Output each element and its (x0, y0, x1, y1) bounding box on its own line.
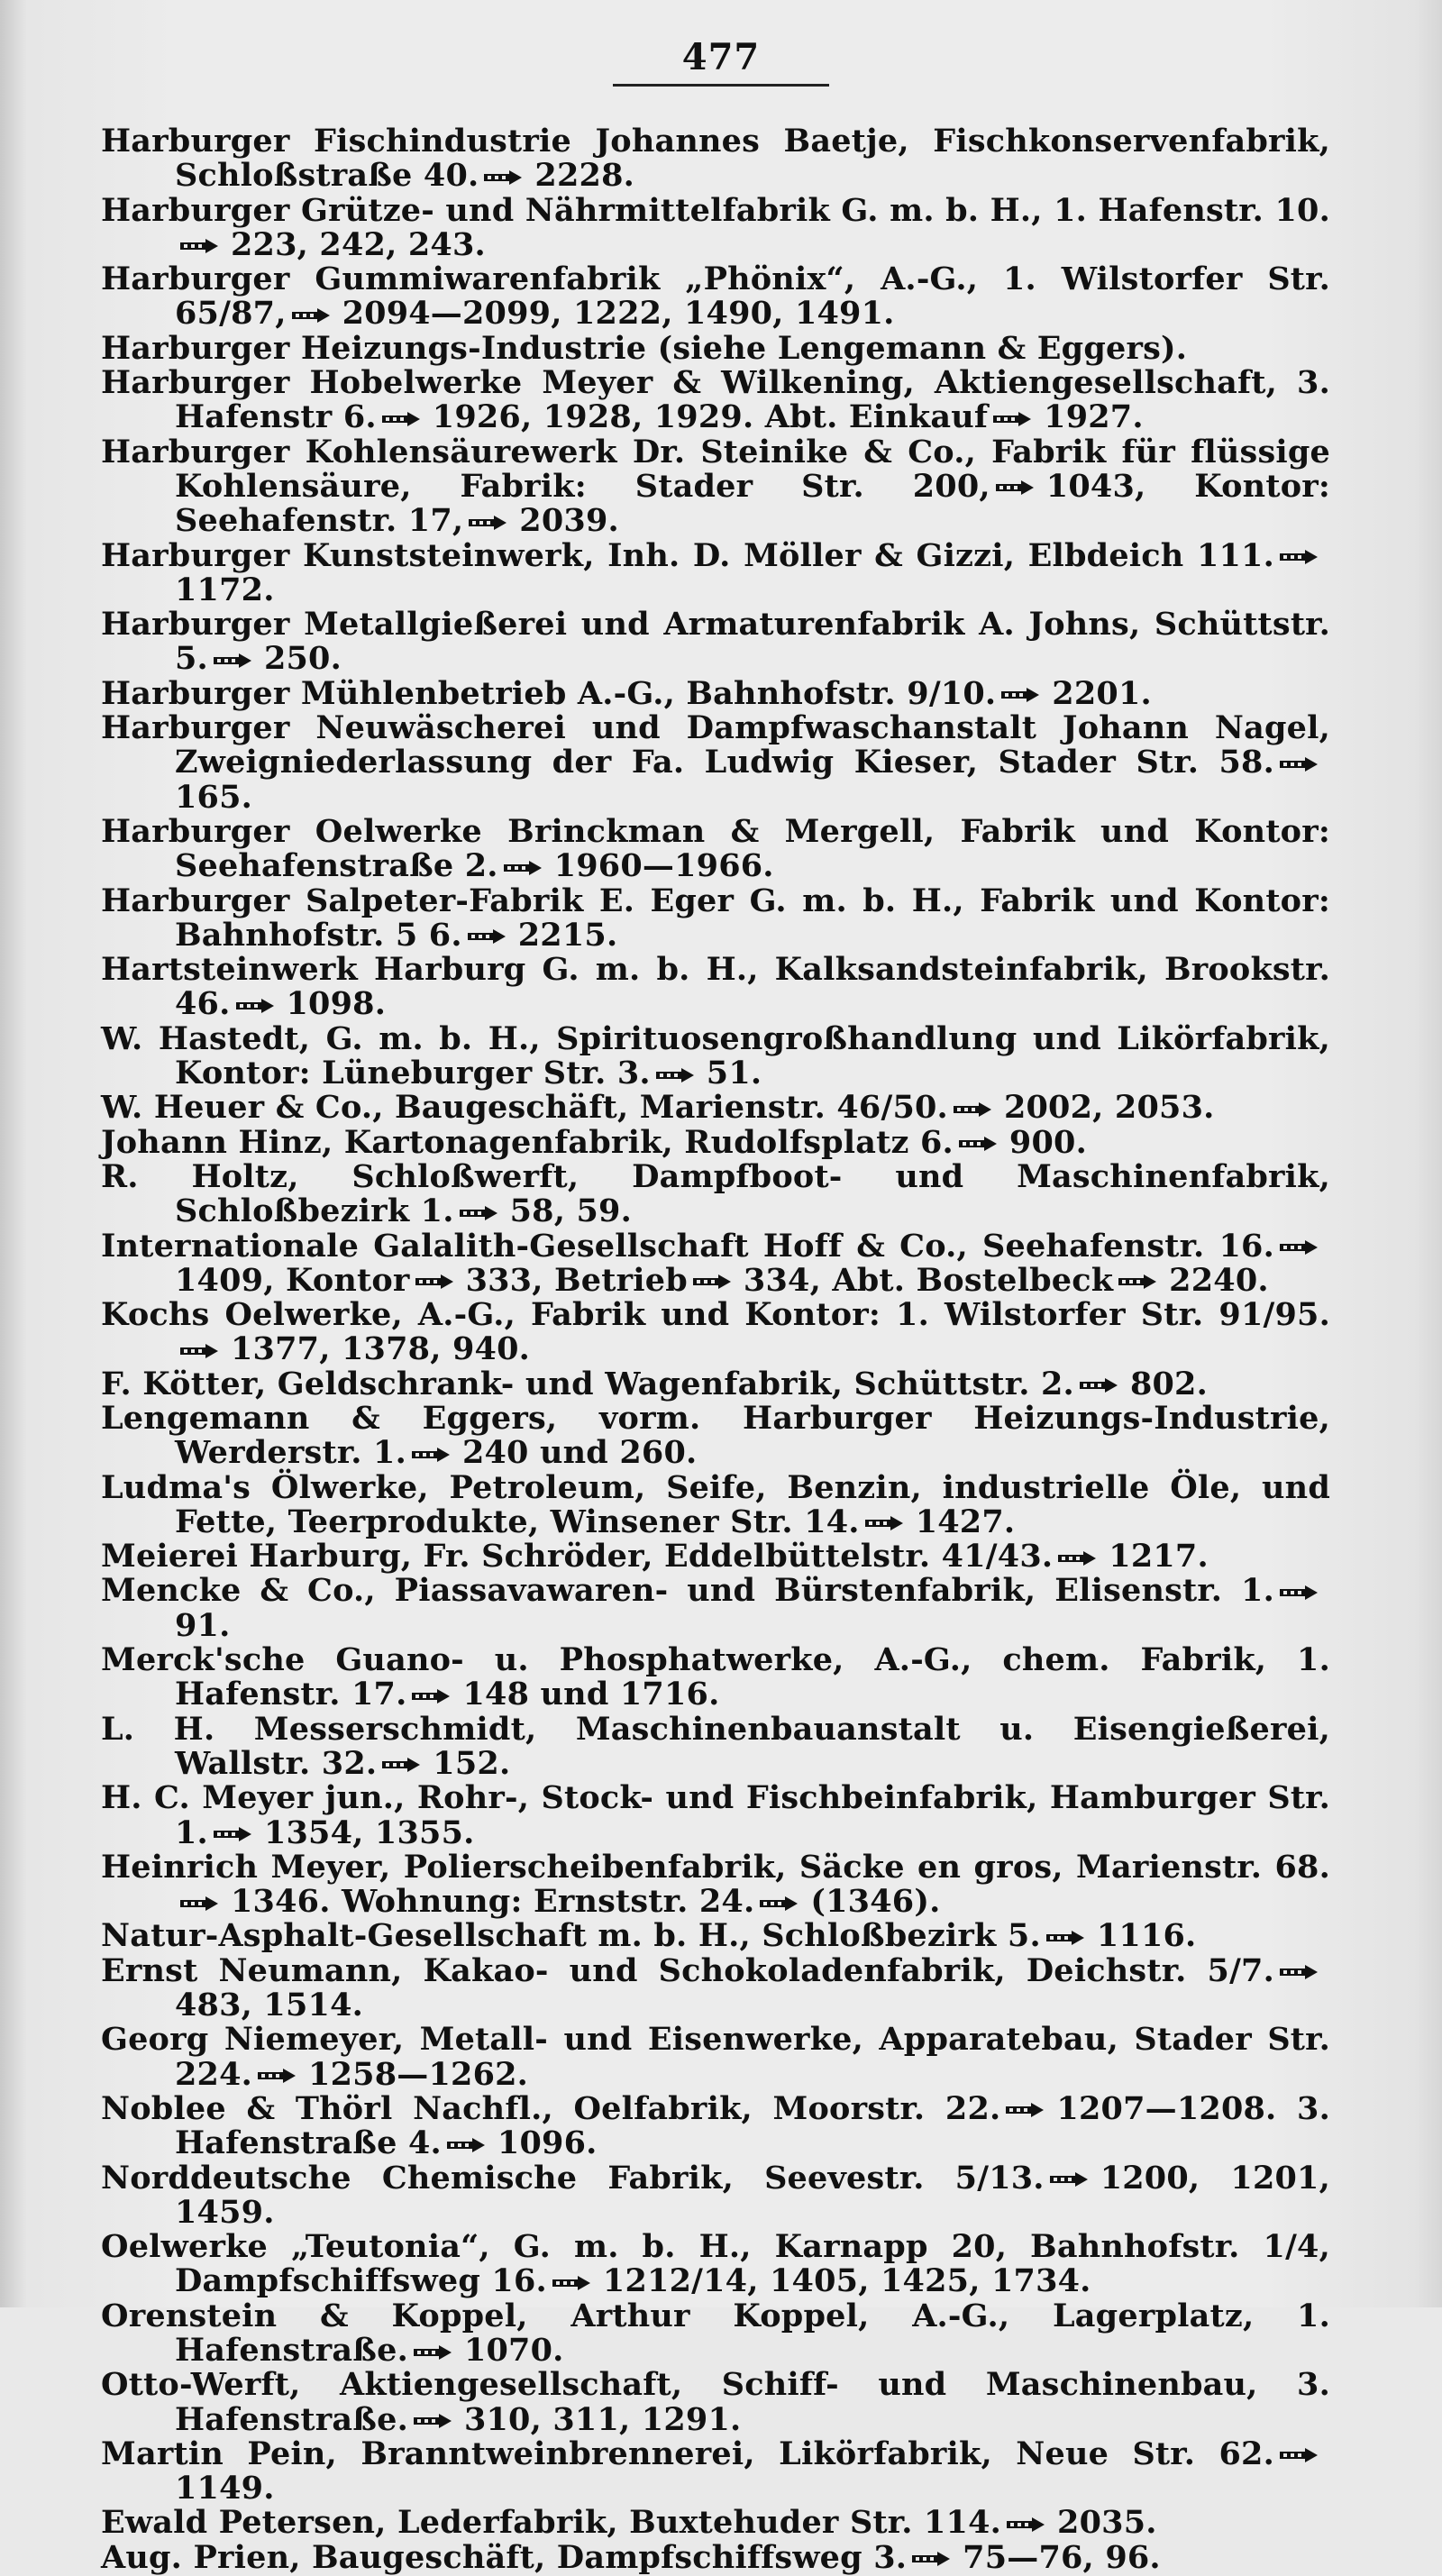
telephone-pointer-icon (234, 997, 279, 1015)
entry-text: W. Heuer & Co., Baugeschäft, Marienstr. 46/50. (101, 1089, 948, 1127)
entry-text: 1149. (175, 2470, 275, 2507)
entry-text: Merck'sche Guano- u. Phosphatwerke, A.-G., chem. Fabrik, 1. Hafenstr. 17. (101, 1641, 1330, 1713)
telephone-pointer-icon (212, 652, 257, 670)
entry-text: Mencke & Co., Piassavawaren- und Bürstenfabrik, Elisenstr. 1. (101, 1572, 1274, 1610)
entry-text: Ernst Neumann, Kakao- und Schokoladenfabrik, Deichstr. 5/7. (101, 1951, 1274, 1989)
entry-text: Oelwerke „Teutonia“, G. m. b. H., Karnapp 20, Bahnhofstr. 1/4, Dampfschiffsweg 16. (101, 2228, 1330, 2300)
entry-text: Harburger Heizungs-Industrie (siehe Lengemann & Eggers). (101, 329, 1188, 367)
entry-text: Harburger Fischindustrie Johannes Baetje, Fischkonservenfabrik, Schloßstraße 40. (101, 123, 1330, 195)
entry-text: Ludma's Ölwerke, Petroleum, Seife, Benzin, industrielle Öle, und Fette, Teerprodukte, Winsener Str. 14. (101, 1468, 1330, 1540)
directory-entry (101, 674, 1330, 712)
directory-entry (101, 1710, 1330, 1782)
telephone-pointer-icon (551, 2274, 596, 2292)
entry-text: Norddeutsche Chemische Fabrik, Seevestr. 5/13. (101, 2159, 1045, 2197)
telephone-pointer-icon (290, 306, 335, 324)
directory-entry (101, 1019, 1330, 1092)
telephone-pointer-icon (1278, 1584, 1323, 1602)
entry-text: 1409, Kontor (175, 1261, 410, 1299)
telephone-pointer-icon (178, 1342, 224, 1360)
directory-entry (101, 1123, 1330, 1161)
entry-text: 75—76, 96. (963, 2538, 1161, 2576)
entry-text: 1354, 1355. (263, 1813, 475, 1851)
directory-entry (101, 2538, 1330, 2576)
entry-text: Noblee & Thörl Nachfl., Oelfabrik, Moorstr. 22. (101, 2089, 1001, 2127)
telephone-pointer-icon (1078, 1376, 1123, 1394)
telephone-pointer-icon (458, 1204, 503, 1222)
telephone-pointer-icon (1278, 548, 1323, 566)
entry-text: 91. (175, 1606, 231, 1644)
directory-entry (101, 1850, 1330, 1920)
entry-text: Harburger Kunststeinwerk, Inh. D. Möller & Gizzi, Elbdeich 111. (101, 536, 1274, 574)
entry-text: Harburger Mühlenbetrieb A.-G., Bahnhofstr. 9/10. (101, 674, 997, 712)
telephone-pointer-icon (380, 1756, 425, 1774)
entry-text: 1346. Wohnung: Ernststr. 24. (231, 1883, 755, 1921)
entry-text: Harburger Salpeter-Fabrik E. Eger G. m. b. H., Fabrik und Kontor: Bahnhofstr. 5 6. (101, 882, 1330, 954)
entry-text: Harburger Grütze- und Nährmittelfabrik G. m. b. H., 1. Hafenstr. 10. (101, 191, 1330, 229)
entry-text: Heinrich Meyer, Polierscheibenfabrik, Säcke en gros, Marienstr. 68. (101, 1848, 1330, 1886)
telephone-pointer-icon (380, 410, 425, 428)
entry-text: 2039. (519, 502, 619, 540)
telephone-pointer-icon (1117, 1273, 1162, 1291)
directory-entry (101, 2023, 1330, 2092)
entry-text: Harburger Neuwäscherei und Dampfwaschanstalt Johann Nagel, Zweigniederlassung der Fa. Ludwig Kieser, Stader Str. 58. (101, 709, 1330, 781)
entry-text: 1116. (1096, 1917, 1197, 1955)
telephone-pointer-icon (412, 2343, 457, 2361)
directory-entry (101, 953, 1330, 1022)
entry-text: 2228. (534, 157, 635, 195)
telephone-pointer-icon (178, 237, 224, 255)
entry-text: 802. (1129, 1365, 1208, 1402)
telephone-pointer-icon (863, 1514, 908, 1532)
telephone-pointer-icon (1278, 755, 1323, 773)
directory-entry (101, 435, 1330, 539)
header-rule (613, 84, 829, 87)
telephone-pointer-icon (1278, 1238, 1323, 1256)
directory-entries (101, 124, 1330, 2575)
telephone-pointer-icon (178, 1895, 224, 1913)
entry-text: 223, 242, 243. (231, 225, 486, 263)
telephone-pointer-icon (957, 1135, 1002, 1153)
entry-text: 250. (263, 640, 342, 678)
directory-entry (101, 2161, 1330, 2231)
directory-entry (101, 1781, 1330, 1850)
directory-entry (101, 1919, 1330, 1953)
directory-entry (101, 2506, 1330, 2540)
entry-text: Georg Niemeyer, Metall- und Eisenwerke, Apparatebau, Stader Str. 224. (101, 2021, 1330, 2093)
entry-text: 240 und 260. (461, 1434, 698, 1472)
telephone-pointer-icon (994, 479, 1039, 497)
entry-text: 333, Betrieb (465, 1261, 688, 1299)
directory-entry (101, 1468, 1330, 1540)
telephone-pointer-icon (414, 1273, 459, 1291)
directory-entry (101, 2299, 1330, 2369)
telephone-pointer-icon (466, 927, 511, 945)
entry-text: 1098. (286, 985, 387, 1023)
entry-text: L. H. Messerschmidt, Maschinenbauanstalt u. Eisengießerei, Wallstr. 32. (101, 1710, 1330, 1782)
entry-text: 51. (706, 1055, 762, 1092)
telephone-pointer-icon (758, 1895, 803, 1913)
entry-text: 148 und 1716. (462, 1676, 720, 1713)
entry-text: 1377, 1378, 940. (231, 1330, 531, 1368)
entry-text: Lengemann & Eggers, vorm. Harburger Heizungs-Industrie, Werderstr. 1. (101, 1399, 1330, 1472)
entry-text: 2240. (1169, 1261, 1269, 1299)
entry-text: 1070. (463, 2332, 564, 2369)
directory-entry (101, 1229, 1330, 1299)
directory-entry (101, 262, 1330, 332)
entry-text: 1043, Kontor: Seehafenstr. 17, (175, 467, 1330, 540)
telephone-pointer-icon (1004, 2101, 1049, 2119)
directory-entry (101, 2230, 1330, 2299)
entry-text: R. Holtz, Schloßwerft, Dampfboot- und Maschinenfabrik, Schloßbezirk 1. (101, 1157, 1330, 1230)
entry-text: Meierei Harburg, Fr. Schröder, Eddelbüttelstr. 41/43. (101, 1538, 1054, 1576)
telephone-pointer-icon (952, 1101, 997, 1119)
entry-text: F. Kötter, Geldschrank- und Wagenfabrik, Schüttstr. 2. (101, 1365, 1074, 1402)
entry-text: Aug. Prien, Baugeschäft, Dampfschiffsweg 3. (101, 2538, 908, 2576)
entry-text: 1096. (497, 2124, 598, 2162)
entry-text: 483, 1514. (175, 1987, 364, 2024)
telephone-pointer-icon (256, 2067, 301, 2085)
entry-text: 1172. (175, 571, 275, 608)
entry-text: (1346). (810, 1883, 941, 1921)
entry-text: 1258—1262. (308, 2055, 529, 2093)
directory-entry (101, 711, 1330, 815)
directory-entry (101, 366, 1330, 435)
telephone-pointer-icon (1056, 1549, 1101, 1567)
entry-text: 310, 311, 1291. (463, 2400, 742, 2438)
directory-entry (101, 607, 1330, 677)
entry-text: 2215. (517, 916, 618, 954)
entry-text: Internationale Galalith-Gesellschaft Hoff & Co., Seehafenstr. 16. (101, 1227, 1274, 1265)
telephone-pointer-icon (482, 169, 527, 187)
entry-text: Natur-Asphalt-Gesellschaft m. b. H., Schloßbezirk 5. (101, 1917, 1041, 1955)
telephone-pointer-icon (1048, 2170, 1093, 2188)
entry-text: Orenstein & Koppel, Arthur Koppel, A.-G., Lagerplatz, 1. Hafenstraße. (101, 2297, 1330, 2369)
directory-entry (101, 191, 1330, 263)
entry-text: 1212/14, 1405, 1425, 1734. (602, 2262, 1091, 2300)
directory-entry (101, 329, 1330, 367)
entry-text: 334, Abt. Bostelbeck (743, 1261, 1114, 1299)
telephone-pointer-icon (467, 514, 512, 532)
directory-entry (101, 1091, 1330, 1125)
entry-text: 2035. (1057, 2504, 1157, 2542)
telephone-pointer-icon (1278, 1963, 1323, 1981)
entry-text: 1200, 1201, 1459. (175, 2159, 1330, 2231)
telephone-pointer-icon (654, 1066, 699, 1084)
entry-text: Harburger Gummiwarenfabrik „Phönix“, A.-G., 1. Wilstorfer Str. 65/87, (101, 260, 1330, 333)
telephone-pointer-icon (991, 410, 1036, 428)
telephone-pointer-icon (999, 686, 1045, 704)
entry-text: 900. (1008, 1123, 1087, 1161)
telephone-pointer-icon (502, 859, 547, 877)
directory-entry (101, 1951, 1330, 2024)
entry-text: 165. (175, 778, 253, 816)
entry-text: 1207—1208. 3. Hafenstraße 4. (175, 2089, 1330, 2162)
entry-text: 152. (433, 1744, 511, 1782)
directory-entry (101, 2368, 1330, 2437)
directory-entry (101, 1574, 1330, 1643)
page-number: 477 (681, 36, 761, 78)
entry-text: Harburger Oelwerke Brinckman & Mergell, Fabrik und Kontor: Seehafenstraße 2. (101, 812, 1330, 885)
directory-entry (101, 1298, 1330, 1367)
telephone-pointer-icon (691, 1273, 736, 1291)
directory-entry (101, 884, 1330, 954)
directory-entry (101, 1157, 1330, 1230)
entry-text: Hartsteinwerk Harburg G. m. b. H., Kalksandsteinfabrik, Brookstr. 46. (101, 951, 1330, 1023)
telephone-pointer-icon (1005, 2516, 1050, 2534)
directory-entry (101, 1399, 1330, 1472)
entry-text: 1427. (915, 1503, 1016, 1540)
entry-text: W. Hastedt, G. m. b. H., Spirituosengroßhandlung und Likörfabrik, Kontor: Lüneburger Str. 3. (101, 1019, 1330, 1092)
entry-text: Kochs Oelwerke, A.-G., Fabrik und Kontor: 1. Wilstorfer Str. 91/95. (101, 1296, 1330, 1334)
entry-text: Harburger Kohlensäurewerk Dr. Steinike & Co., Fabrik für flüssige Kohlensäure, Fabrik: Stader Str. 200, (101, 433, 1330, 505)
directory-entry (101, 1367, 1330, 1402)
entry-text: 1217. (1109, 1538, 1209, 1576)
entry-text: 1960—1966. (553, 847, 774, 885)
directory-entry (101, 2089, 1330, 2162)
entry-text: 58, 59. (509, 1192, 632, 1230)
entry-text: 2201. (1052, 674, 1152, 712)
directory-entry (101, 536, 1330, 608)
directory-entry (101, 812, 1330, 885)
entry-text: Otto-Werft, Aktiengesellschaft, Schiff- und Maschinenbau, 3. Hafenstraße. (101, 2366, 1330, 2438)
directory-entry (101, 1539, 1330, 1574)
telephone-pointer-icon (410, 1687, 455, 1705)
telephone-pointer-icon (412, 2412, 457, 2430)
telephone-pointer-icon (1278, 2446, 1323, 2464)
telephone-pointer-icon (910, 2550, 955, 2568)
entry-text: 2094—2099, 1222, 1490, 1491. (342, 295, 895, 333)
directory-entry (101, 1643, 1330, 1713)
entry-text: Harburger Metallgießerei und Armaturenfabrik A. Johns, Schüttstr. 5. (101, 606, 1330, 678)
entry-text: Harburger Hobelwerke Meyer & Wilkening, Aktiengesellschaft, 3. Hafenstr 6. (101, 364, 1330, 436)
telephone-pointer-icon (445, 2136, 490, 2154)
entry-text: Ewald Petersen, Lederfabrik, Buxtehuder Str. 114. (101, 2504, 1002, 2542)
telephone-pointer-icon (1045, 1929, 1090, 1947)
entry-text: 1926, 1928, 1929. Abt. Einkauf (432, 398, 989, 436)
directory-entry (101, 124, 1330, 194)
entry-text: H. C. Meyer jun., Rohr-, Stock- und Fischbeinfabrik, Hamburger Str. 1. (101, 1779, 1330, 1851)
entry-text: Martin Pein, Branntweinbrennerei, Likörfabrik, Neue Str. 62. (101, 2434, 1274, 2472)
entry-text: Johann Hinz, Kartonagenfabrik, Rudolfsplatz 6. (101, 1123, 954, 1161)
directory-entry (101, 2434, 1330, 2507)
telephone-pointer-icon (212, 1825, 257, 1843)
telephone-pointer-icon (410, 1446, 455, 1464)
entry-text: 2002, 2053. (1003, 1089, 1215, 1127)
entry-text: 1927. (1044, 398, 1144, 436)
